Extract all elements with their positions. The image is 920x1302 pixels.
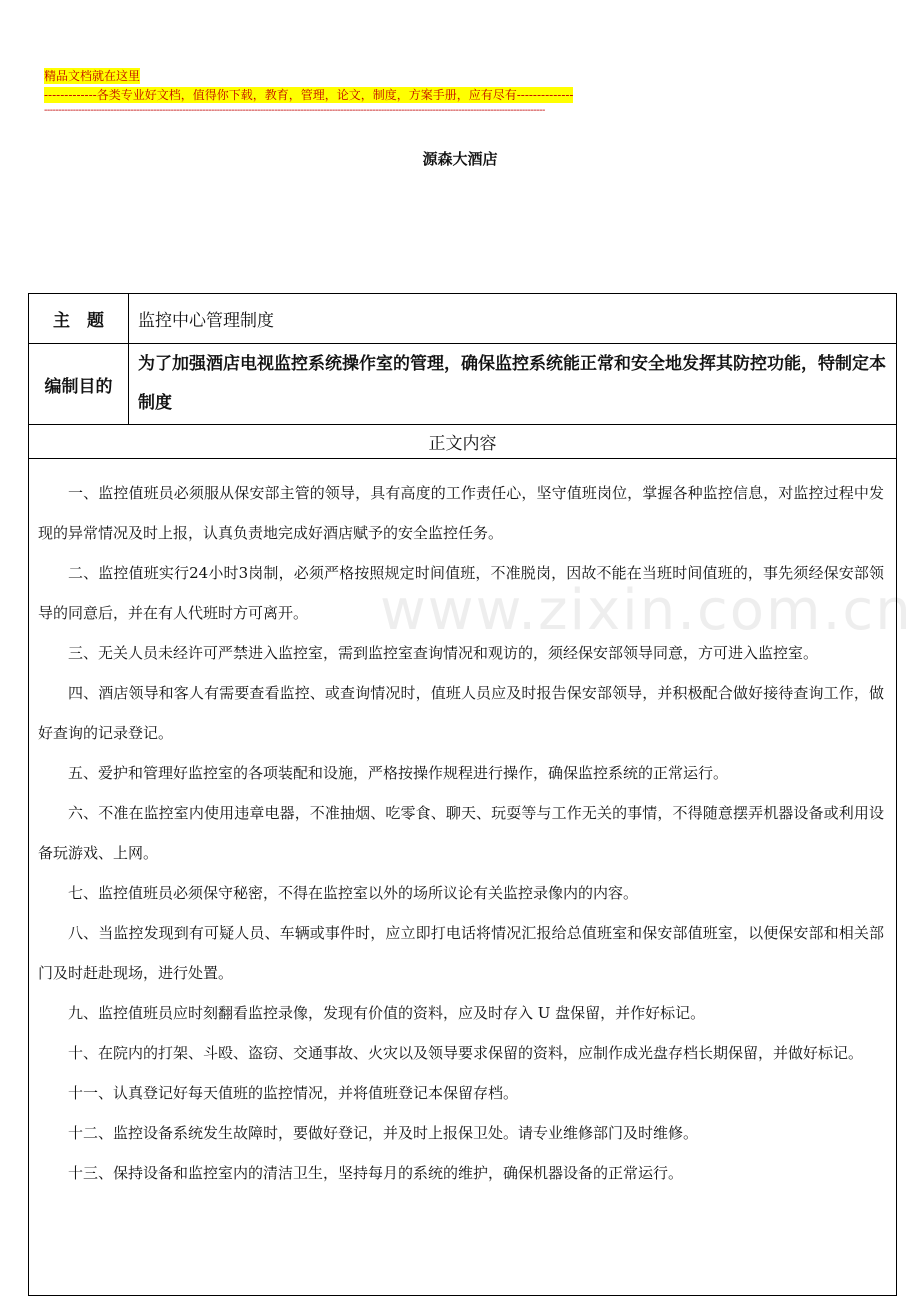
body-header: 正文内容	[428, 434, 497, 454]
rule-paragraph: 十二、监控设备系统发生故障时，要做好登记，并及时上报保卫处。请专业维修部门及时维修。	[68, 1124, 699, 1142]
banner-divider: ------------------------------------------------------------------------------------------------------------------------------------------------------------------------------	[44, 105, 545, 116]
subject-row	[29, 294, 896, 344]
rule-paragraph: 九、监控值班员应时刻翻看监控录像，发现有价值的资料，应及时存入 U 盘保留，并作好标记。	[68, 1004, 706, 1022]
body-header-row	[29, 425, 896, 459]
body-content	[38, 473, 884, 1193]
rule-paragraph: 三、无关人员未经许可严禁进入监控室，需到监控室查询情况和观访的，须经保安部领导同意，方可进入监控室。	[68, 644, 819, 662]
rule-paragraph: 十、在院内的打架、斗殴、盗窃、交通事故、火灾以及领导要求保留的资料，应制作成光盘存档长期保留，并做好标记。	[68, 1044, 864, 1062]
subject-label: 主 题	[29, 294, 129, 343]
banner-slogan: -------------各类专业好文档，值得你下载，教育，管理，论文，制度，方案手册，应有尽有--------------	[44, 88, 574, 102]
rule-paragraph: 七、监控值班员必须保守秘密，不得在监控室以外的场所议论有关监控录像内的内容。	[68, 884, 639, 902]
purpose-row	[29, 344, 896, 425]
rule-paragraph: 一、监控值班员必须服从保安部主管的领导，具有高度的工作责任心，坚守值班岗位，掌握各种监控信息，对监控过程中发现的异常情况及时上报，认真负责地完成好酒店赋予的安全监控任务。	[38, 484, 884, 542]
hotel-name: 源森大酒店	[422, 150, 498, 168]
banner-title: 精品文档就在这里	[44, 69, 141, 83]
rule-paragraph: 八、当监控发现到有可疑人员、车辆或事件时，应立即打电话将情况汇报给总值班室和保安部值班室，以便保安部和相关部门及时赶赴现场，进行处置。	[38, 924, 884, 982]
policy-table	[28, 293, 897, 1296]
rule-paragraph: 十一、认真登记好每天值班的监控情况，并将值班登记本保留存档。	[68, 1084, 519, 1102]
rule-paragraph: 二、监控值班实行24小时3岗制，必须严格按照规定时间值班，不准脱岗，因故不能在当班时间值班的，事先须经保安部领导的同意后，并在有人代班时方可离开。	[38, 564, 884, 622]
purpose-label: 编制目的	[29, 344, 129, 424]
rule-paragraph: 五、爱护和管理好监控室的各项装配和设施，严格按操作规程进行操作，确保监控系统的正常运行。	[68, 764, 729, 782]
rule-paragraph: 十三、保持设备和监控室内的清洁卫生，坚持每月的系统的维护，确保机器设备的正常运行。	[68, 1164, 684, 1182]
rule-paragraph: 六、不准在监控室内使用违章电器，不准抽烟、吃零食、聊天、玩耍等与工作无关的事情，不得随意摆弄机器设备或利用设备玩游戏、上网。	[38, 804, 884, 862]
subject-value: 监控中心管理制度	[138, 311, 274, 331]
rule-paragraph: 四、酒店领导和客人有需要查看监控、或查询情况时，值班人员应及时报告保安部领导，并积极配合做好接待查询工作，做好查询的记录登记。	[38, 684, 884, 742]
watermark: www.zixin.com.cn	[380, 578, 913, 643]
purpose-value: 为了加强酒店电视监控系统操作室的管理，确保监控系统能正常和安全地发挥其防控功能，特制定本制度	[138, 354, 886, 413]
body-row	[29, 459, 896, 1295]
